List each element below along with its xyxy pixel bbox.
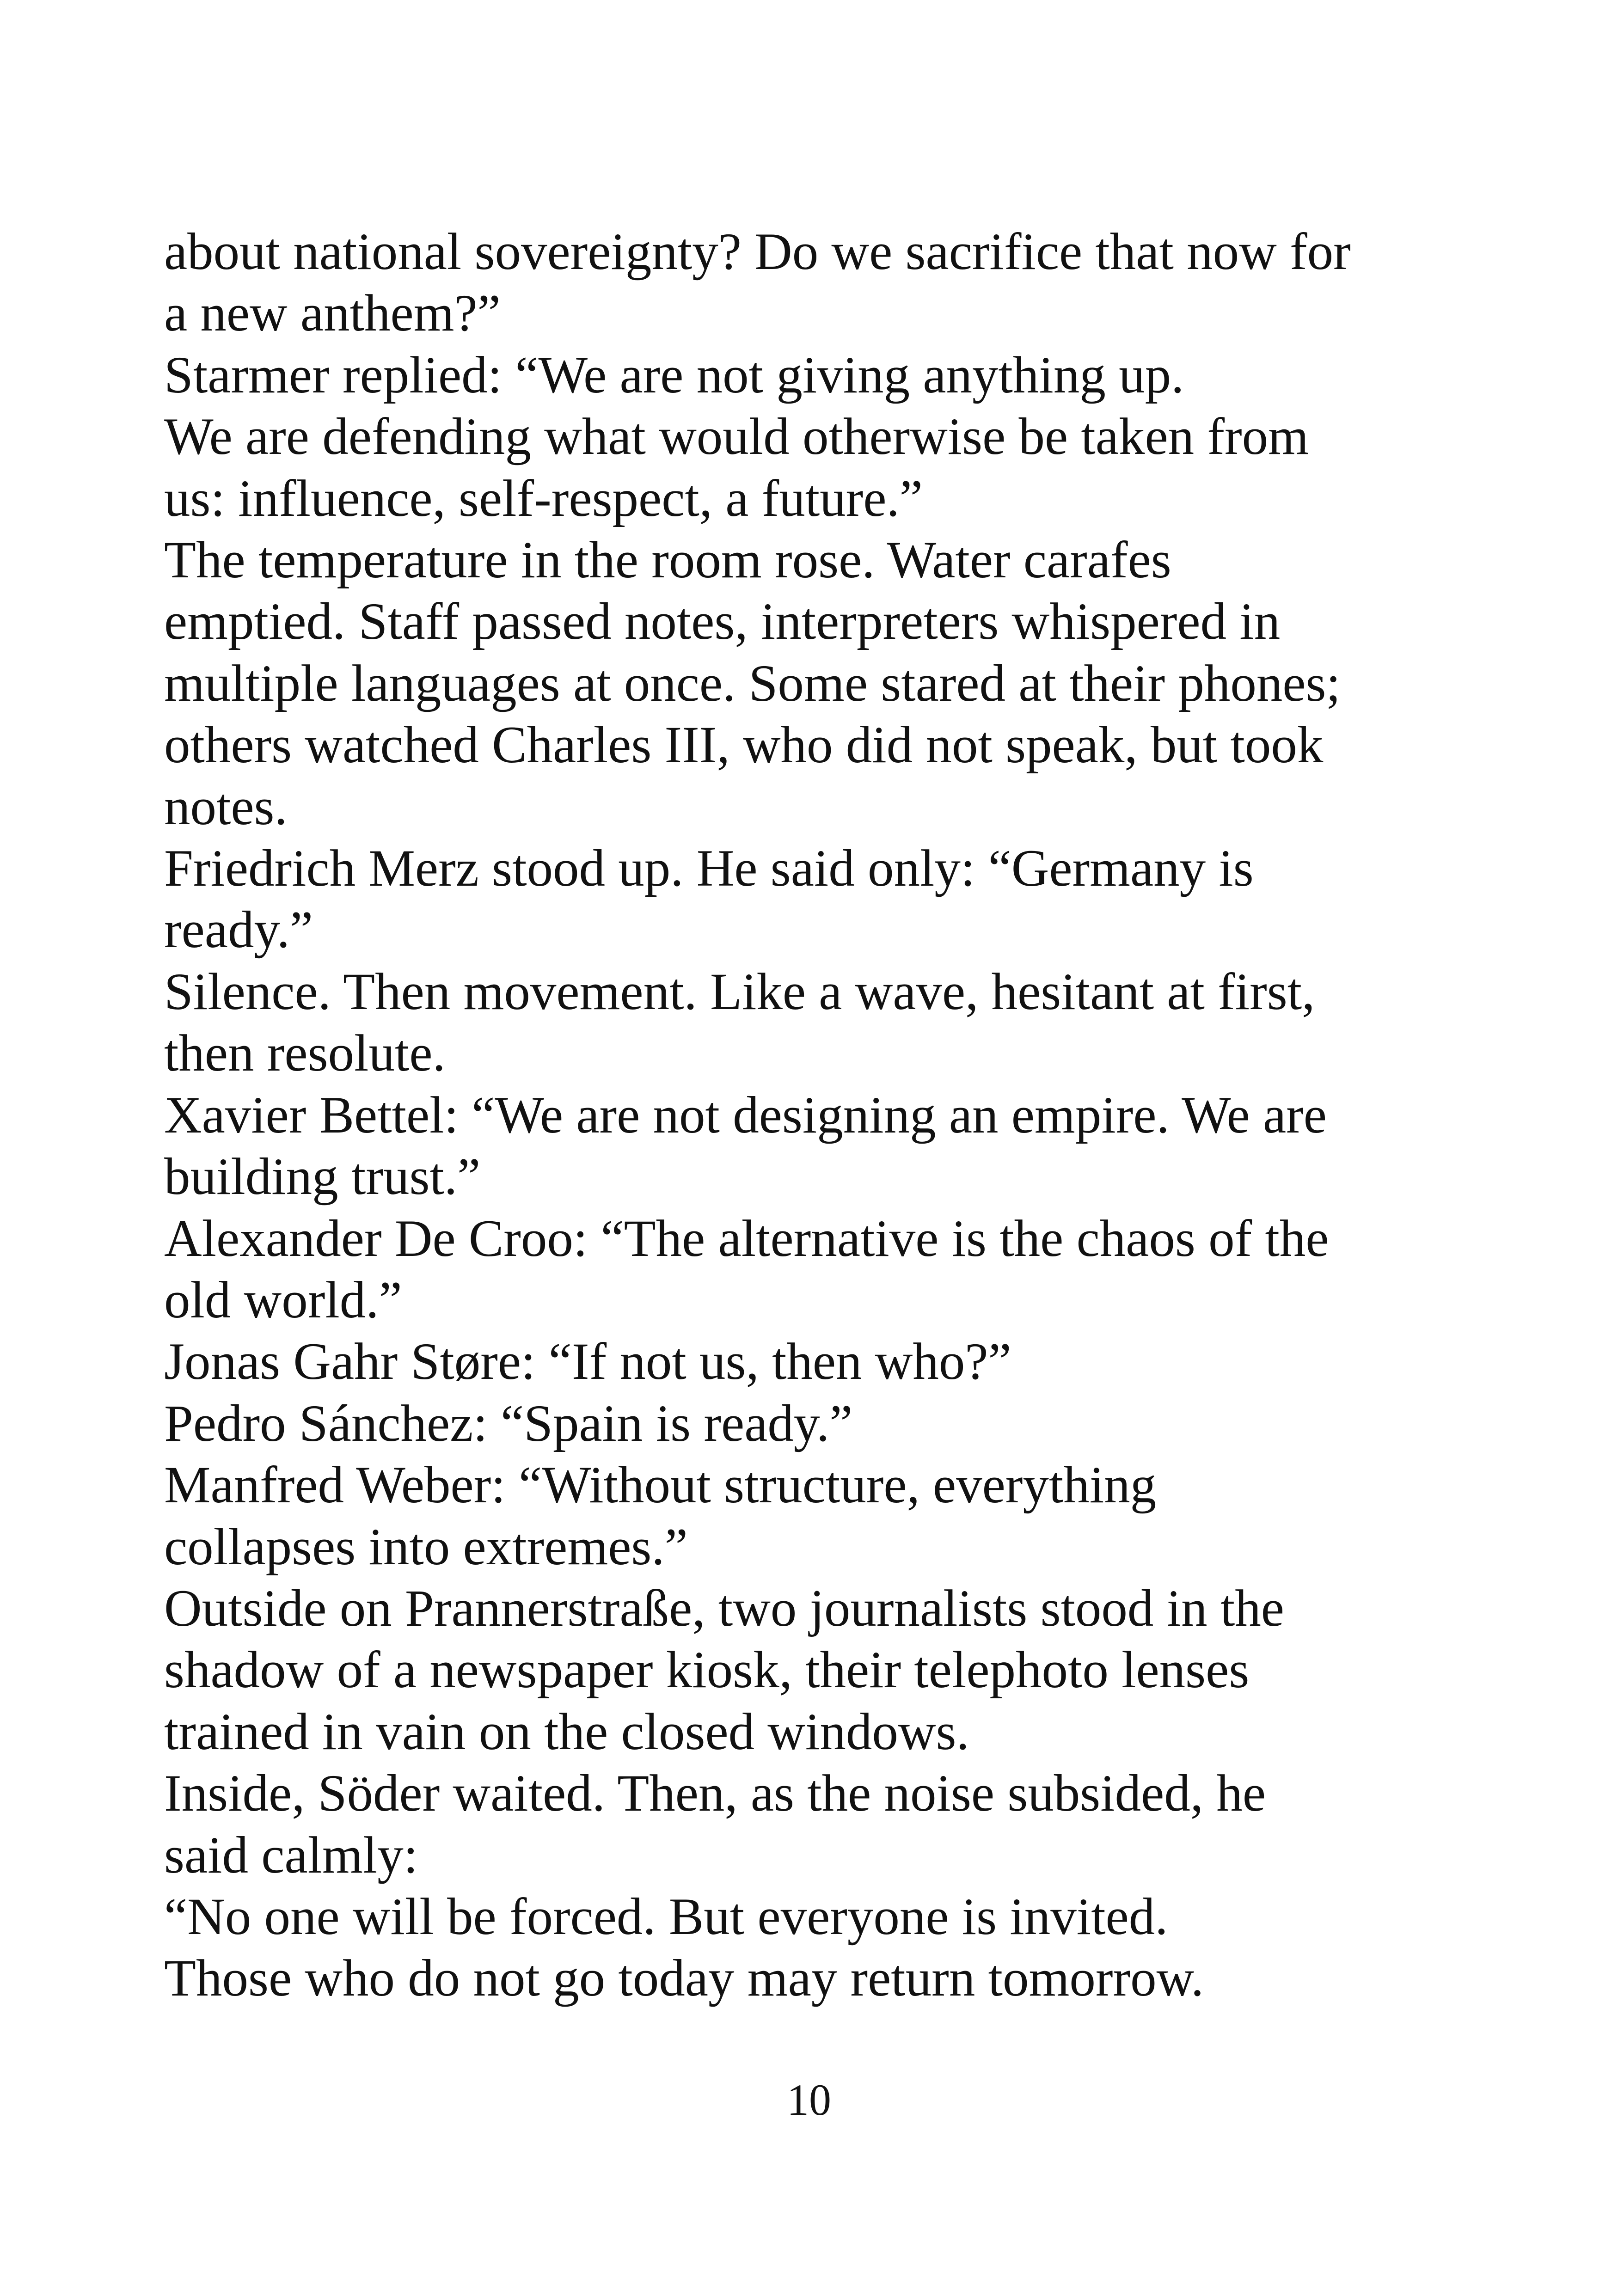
text-line: old world.” [164, 1271, 402, 1329]
text-line: The temperature in the room rose. Water carafes [164, 531, 1171, 589]
text-line: about national sovereignty? Do we sacrifice that now for [164, 223, 1351, 281]
page-number: 10 [787, 2075, 831, 2125]
text-line: Those who do not go today may return tomorrow. [164, 1949, 1204, 2008]
text-line: Pedro Sánchez: “Spain is ready.” [164, 1394, 853, 1452]
text-line: Friedrich Merz stood up. He said only: “Germany is [164, 839, 1254, 898]
text-line: a new anthem?” [164, 284, 501, 343]
text-line: emptied. Staff passed notes, interpreters whispered in [164, 593, 1281, 651]
text-line: Alexander De Croo: “The alternative is the chaos of the [164, 1209, 1329, 1267]
text-line: Outside on Prannerstraße, two journalists stood in the [164, 1579, 1284, 1637]
text-line: shadow of a newspaper kiosk, their telephoto lenses [164, 1641, 1250, 1699]
text-line: Jonas Gahr Støre: “If not us, then who?” [164, 1333, 1011, 1391]
text-line: Inside, Söder waited. Then, as the noise subsided, he [164, 1764, 1266, 1823]
text-line: Silence. Then movement. Like a wave, hesitant at first, [164, 962, 1315, 1021]
text-line: said calmly: [164, 1826, 418, 1884]
text-line: collapses into extremes.” [164, 1518, 688, 1576]
text-line: multiple languages at once. Some stared at their phones; [164, 654, 1341, 712]
text-line: us: influence, self-respect, a future.” [164, 469, 923, 527]
text-line: Manfred Weber: “Without structure, everything [164, 1456, 1157, 1514]
text-line: building trust.” [164, 1148, 481, 1206]
text-line: others watched Charles III, who did not speak, but took [164, 716, 1324, 774]
text-line: “No one will be forced. But everyone is invited. [164, 1887, 1168, 1946]
body-text [164, 221, 1468, 2009]
text-line: notes. [164, 778, 288, 836]
text-line: ready.” [164, 901, 313, 959]
text-line: trained in vain on the closed windows. [164, 1702, 969, 1761]
text-line: Starmer replied: “We are not giving anything up. [164, 346, 1184, 404]
text-line: Xavier Bettel: “We are not designing an empire. We are [164, 1086, 1327, 1144]
text-line: then resolute. [164, 1024, 446, 1083]
text-line: We are defending what would otherwise be taken from [164, 408, 1309, 466]
